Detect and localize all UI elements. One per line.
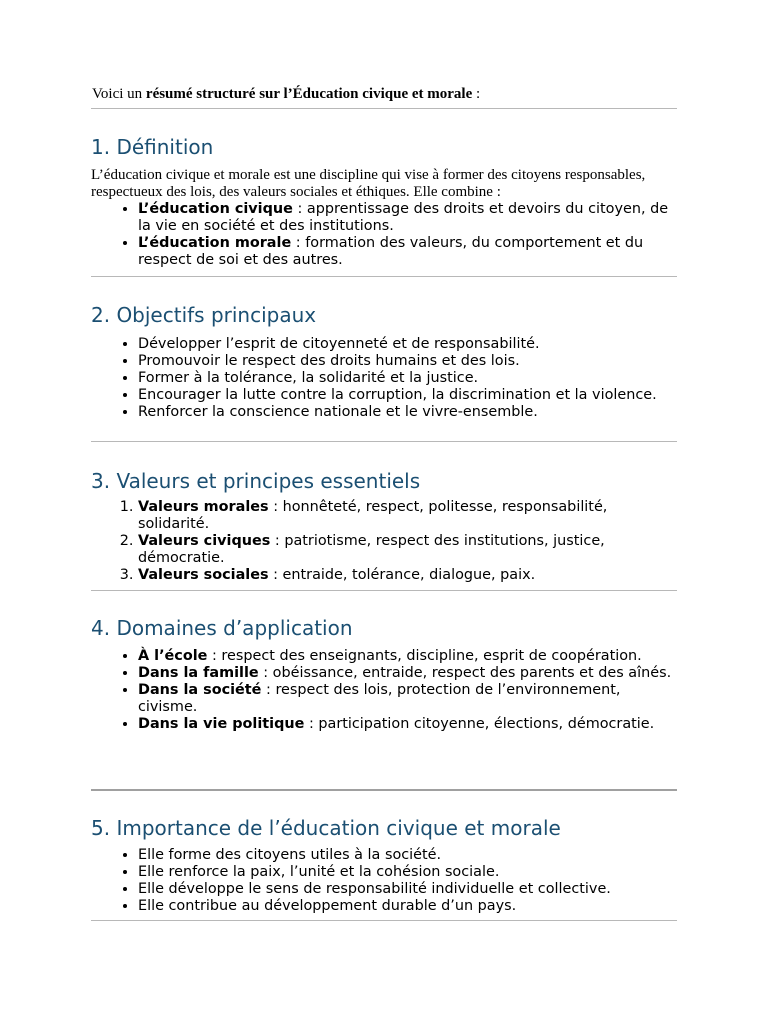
item-term: L’éducation morale bbox=[138, 235, 292, 251]
item-term: Dans la vie politique bbox=[138, 716, 305, 732]
intro-bold: résumé structuré sur l’Éducation civique et morale bbox=[145, 86, 473, 102]
list-item: • Former à la tolérance, la solidarité et la justice. bbox=[138, 370, 678, 387]
intro-line bbox=[92, 85, 692, 103]
list-item bbox=[138, 235, 678, 269]
section-paragraph: L’éducation civique et morale est une discipline qui vise à former des citoyens responsables, respectueux des lois, des valeurs sociales et éthiques. Elle combine : bbox=[91, 167, 646, 200]
item-text: : patriotisme, respect des institutions, justice, démocratie. bbox=[138, 533, 605, 566]
divider bbox=[91, 441, 677, 442]
divider bbox=[91, 276, 677, 277]
importance-list bbox=[91, 847, 678, 915]
list-item bbox=[138, 533, 678, 567]
intro-prefix: Voici un bbox=[92, 86, 146, 102]
list-item bbox=[138, 648, 678, 665]
item-term: Dans la famille bbox=[138, 665, 259, 681]
item-text: : respect des lois, protection de l’environnement, civisme. bbox=[138, 682, 621, 715]
item-text: : apprentissage des droits et devoirs du citoyen, de la vie en société et des institutions. bbox=[138, 201, 669, 234]
section-values bbox=[91, 469, 691, 584]
section-title: 4. Domaines d’application bbox=[91, 616, 353, 640]
item-term: Valeurs civiques bbox=[138, 533, 271, 549]
list-item bbox=[138, 567, 678, 584]
divider bbox=[91, 920, 677, 921]
section-title: 1. Définition bbox=[91, 135, 214, 159]
section-title: 5. Importance de l’éducation civique et morale bbox=[91, 816, 561, 840]
list-item: • Développer l’esprit de citoyenneté et de responsabilité. bbox=[138, 336, 678, 353]
list-item bbox=[138, 201, 678, 235]
section-definition bbox=[91, 135, 691, 269]
item-text: : formation des valeurs, du comportement et du respect de soi et des autres. bbox=[138, 235, 644, 268]
divider bbox=[91, 108, 677, 109]
section-title: 3. Valeurs et principes essentiels bbox=[91, 469, 421, 493]
domains-list bbox=[91, 648, 678, 733]
section-objectives bbox=[91, 303, 691, 421]
item-term: Dans la société bbox=[138, 682, 262, 698]
item-term: À l’école bbox=[138, 648, 208, 664]
list-item bbox=[138, 665, 678, 682]
section-importance bbox=[91, 816, 691, 915]
values-list bbox=[91, 499, 678, 584]
list-item bbox=[138, 682, 678, 716]
list-item: • Promouvoir le respect des droits humains et des lois. bbox=[138, 353, 678, 370]
divider bbox=[91, 590, 677, 591]
item-text: : obéissance, entraide, respect des parents et des aînés. bbox=[258, 665, 672, 681]
section-domains bbox=[91, 616, 691, 733]
item-text: : respect des enseignants, discipline, esprit de coopération. bbox=[207, 648, 642, 664]
list-item: • Elle contribue au développement durable d’un pays. bbox=[138, 898, 678, 915]
list-item: • Renforcer la conscience nationale et le vivre-ensemble. bbox=[138, 404, 678, 421]
objectives-list bbox=[91, 336, 678, 421]
list-item: • Elle forme des citoyens utiles à la société. bbox=[138, 847, 678, 864]
divider bbox=[91, 789, 677, 791]
item-text: : honnêteté, respect, politesse, responsabilité, solidarité. bbox=[138, 499, 608, 532]
list-item: • Elle renforce la paix, l’unité et la cohésion sociale. bbox=[138, 864, 678, 881]
list-item bbox=[138, 716, 678, 733]
item-text: : entraide, tolérance, dialogue, paix. bbox=[268, 567, 536, 583]
item-term: L’éducation civique bbox=[138, 201, 293, 217]
item-term: Valeurs morales bbox=[138, 499, 269, 515]
section-title: 2. Objectifs principaux bbox=[91, 303, 317, 327]
definition-list bbox=[91, 201, 678, 269]
list-item: • Elle développe le sens de responsabilité individuelle et collective. bbox=[138, 881, 678, 898]
item-term: Valeurs sociales bbox=[138, 567, 269, 583]
list-item bbox=[138, 499, 678, 533]
item-text: : participation citoyenne, élections, démocratie. bbox=[304, 716, 655, 732]
intro-suffix: : bbox=[472, 86, 481, 102]
list-item: • Encourager la lutte contre la corruption, la discrimination et la violence. bbox=[138, 387, 678, 404]
